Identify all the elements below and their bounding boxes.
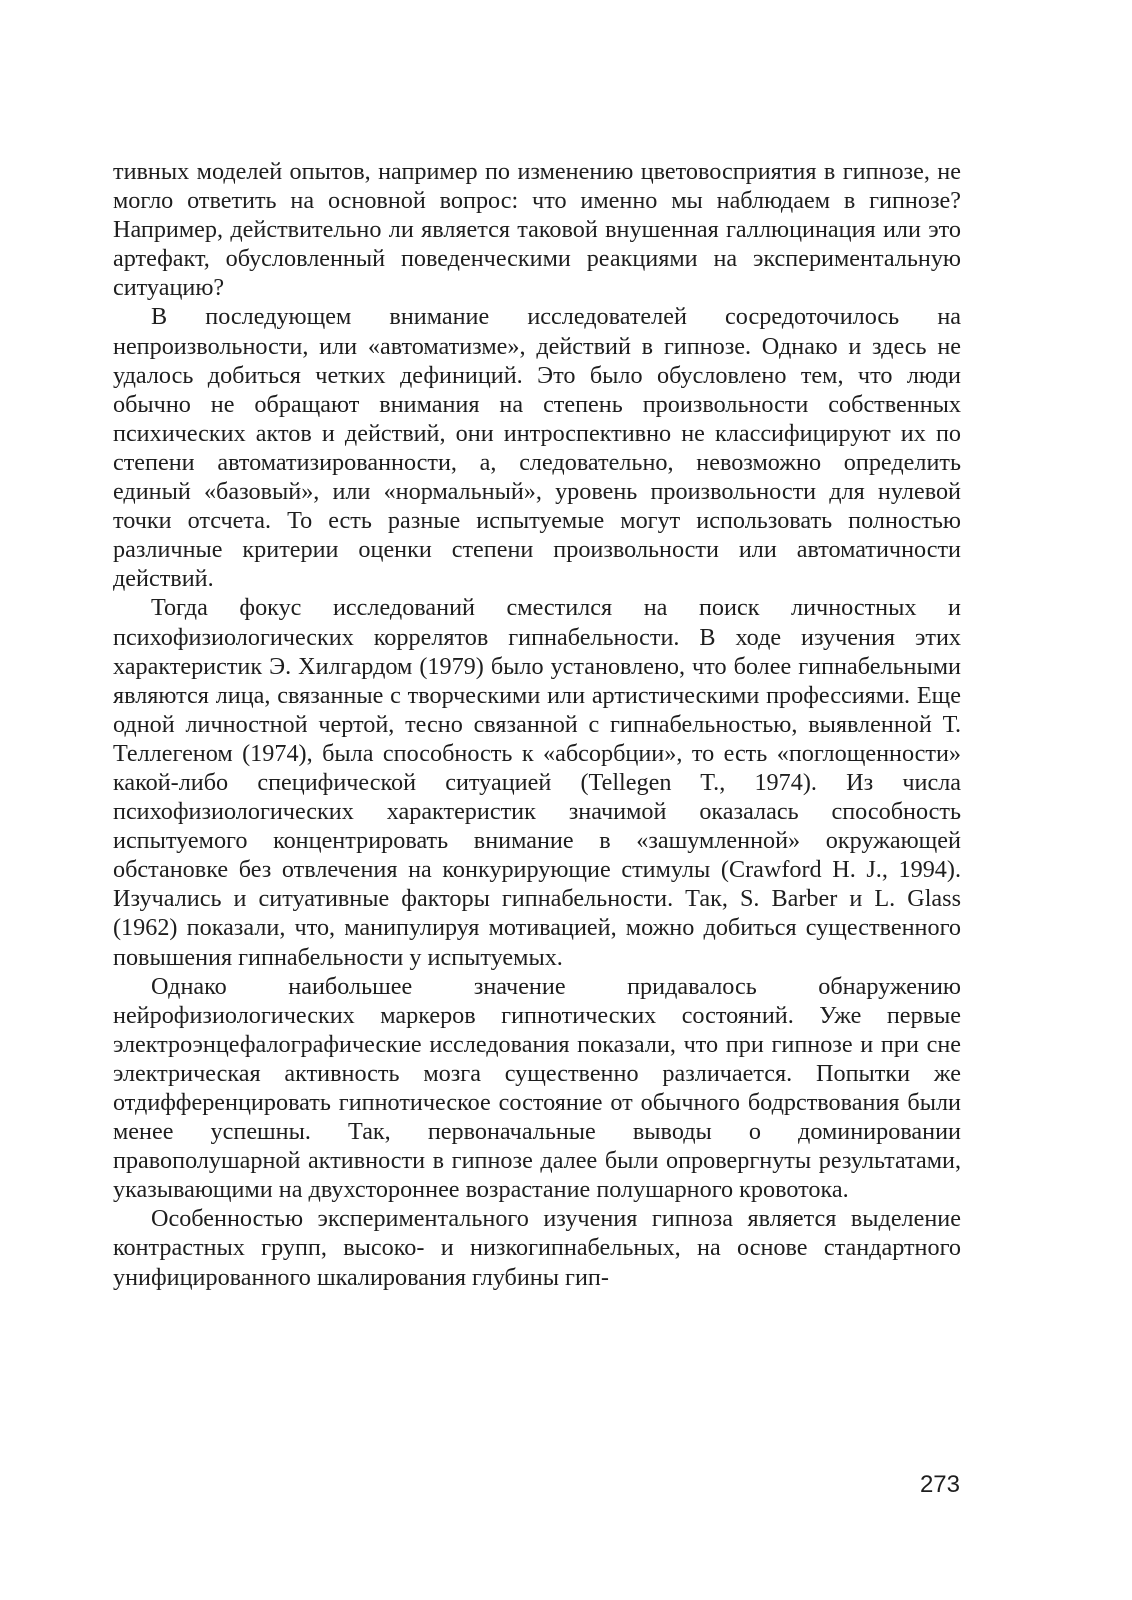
paragraph-involuntariness: В последующем внимание исследователей сосредоточилось на непроизвольности, или «автоматизме», действий в гипнозе. Однако и здесь не удалось добиться четких дефиниций. Это было обусловлено тем, что люди обычно не обращают внимания на степень произвольности собственных психических актов и действий, они интроспективно не классифицируют их по степени автоматизированности, а, следовательно, невозможно определить единый «базовый», или «нормальный», уровень произвольности для нулевой точки отсчета. То есть разные испытуемые могут использовать полностью различные критерии оценки степени произвольности или автоматичности действий. [113,303,961,593]
paragraph-continuation: тивных моделей опытов, например по изменению цветовосприятия в гипнозе, не могло ответить на основной вопрос: что именно мы наблюдаем в гипнозе? Например, действительно ли является таковой внушенная галлюцинация или это артефакт, обусловленный поведенческими реакциями на экспериментальную ситуацию? [113,158,961,302]
page-number: 273 [919,1471,960,1498]
paragraph-correlates: Тогда фокус исследований сместился на поиск личностных и психофизиологических коррелятов гипнабельности. В ходе изучения этих характеристик Э. Хилгардом (1979) было установлено, что более гипнабельными являются лица, связанные с творческими или артистическими профессиями. Еще одной личностной чертой, тесно связанной с гипнабельностью, выявленной Т. Теллегеном (1974), была способность к «абсорбции», то есть «поглощенности» какой-либо специфической ситуацией (Tellegen T., 1974). Из числа психофизиологических характеристик значимой оказалась способность испытуемого концентрировать внимание в «зашумленной» окружающей обстановке без отвлечения на конкурирующие стимулы (Crawford H. J., 1994). Изучались и ситуативные факторы гипнабельности. Так, S. Barber и L. Glass (1962) показали, что, манипулируя мотивацией, можно добиться существенного повышения гипнабельности у испытуемых. [113,594,961,971]
body-text [113,157,961,1292]
paragraph-contrast-groups: Особенностью экспериментального изучения гипноза является выделение контрастных групп, высоко- и низкогипнабельных, на основе стандартного унифицированного шкалирования глубины гип- [113,1205,961,1291]
paragraph-neuro-markers: Однако наибольшее значение придавалось обнаружению нейрофизиологических маркеров гипнотических состояний. Уже первые электроэнцефалографические исследования показали, что при гипнозе и при сне электрическая активность мозга существенно различается. Попытки же отдифференцировать гипнотическое состояние от обычного бодрствования были менее успешны. Так, первоначальные выводы о доминировании правополушарной активности в гипнозе далее были опровергнуты результатами, указывающими на двухстороннее возрастание полушарного кровотока. [113,972,961,1204]
